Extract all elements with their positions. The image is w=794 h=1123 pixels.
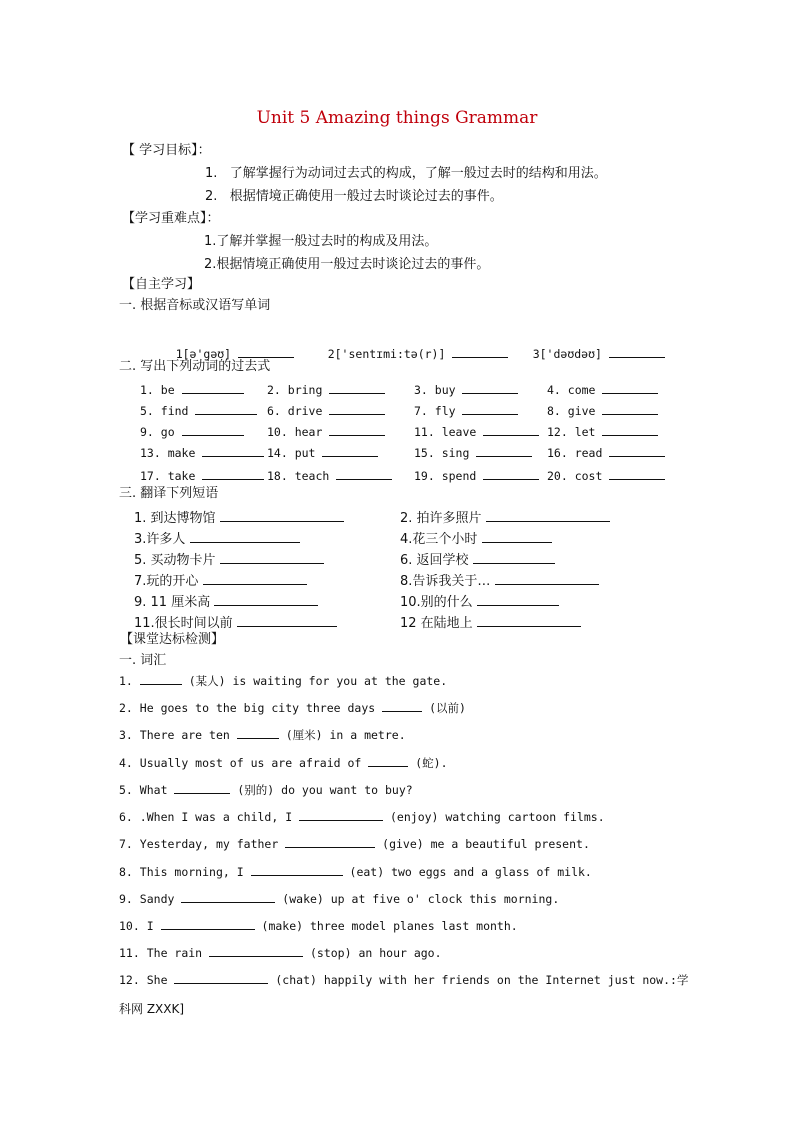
verb-text: 2. bring	[267, 383, 323, 397]
exercise-number: 9.	[119, 892, 133, 906]
answer-blank[interactable]	[174, 972, 268, 984]
exercise-number: 2.	[119, 701, 133, 715]
exercise-item	[119, 891, 559, 906]
answer-blank[interactable]	[140, 673, 182, 685]
answer-blank[interactable]	[368, 755, 408, 767]
phrase-item	[134, 549, 324, 568]
objectives-heading: 【 学习目标】：	[122, 143, 211, 158]
answer-blank[interactable]	[182, 424, 244, 436]
exercise-text: (厘米) in a metre.	[285, 728, 406, 742]
answer-blank[interactable]	[486, 510, 610, 522]
verb-item	[267, 445, 378, 460]
answer-blank[interactable]	[237, 615, 337, 627]
exercise-number: 8.	[119, 865, 133, 879]
exercise-number: 1.	[119, 674, 133, 688]
verb-item	[140, 424, 244, 439]
answer-blank[interactable]	[174, 782, 230, 794]
answer-blank[interactable]	[214, 594, 318, 606]
answer-blank[interactable]	[238, 346, 294, 358]
verb-item	[414, 468, 539, 483]
phrase-item	[134, 591, 318, 610]
phrase-item	[134, 507, 344, 526]
answer-blank[interactable]	[203, 573, 307, 585]
verb-item	[547, 403, 658, 418]
verb-item	[140, 468, 264, 483]
exercise-item	[119, 700, 466, 716]
answer-blank[interactable]	[462, 403, 518, 415]
exercise-text: This morning, I	[139, 865, 244, 879]
verb-item	[547, 382, 658, 397]
phonetic-item	[300, 330, 508, 378]
answer-blank[interactable]	[602, 403, 658, 415]
verb-text: 15. sing	[414, 446, 470, 460]
exercise-text: She	[146, 973, 168, 987]
verb-text: 18. teach	[267, 469, 330, 483]
answer-blank[interactable]	[476, 445, 532, 457]
answer-blank[interactable]	[285, 836, 375, 848]
class-check-heading: 【课堂达标检测】	[120, 632, 225, 647]
part3-heading: 三. 翻译下列短语	[119, 486, 219, 501]
verb-item	[547, 445, 665, 460]
answer-blank[interactable]	[195, 403, 257, 415]
exercise-item	[119, 918, 518, 933]
answer-blank[interactable]	[473, 552, 555, 564]
exercise-text: (蛇).	[415, 756, 448, 770]
answer-blank[interactable]	[602, 382, 658, 394]
answer-blank[interactable]	[382, 700, 422, 712]
answer-blank[interactable]	[483, 424, 539, 436]
exercise-item	[119, 836, 590, 851]
verb-text: 6. drive	[267, 404, 323, 418]
phrase-text: 5. 买动物卡片	[134, 553, 216, 568]
verb-text: 3. buy	[414, 383, 456, 397]
phonetic-item	[505, 330, 665, 378]
answer-blank[interactable]	[329, 424, 385, 436]
phrase-text: 12 在陆地上	[400, 616, 473, 631]
phrase-item	[400, 528, 552, 547]
exercise-item	[119, 945, 442, 960]
part1-heading: 一. 根据音标或汉语写单词	[119, 298, 271, 313]
verb-item	[414, 382, 518, 397]
vocab-heading: 一. 词汇	[119, 653, 167, 668]
verb-text: 13. make	[140, 446, 196, 460]
verb-text: 8. give	[547, 404, 596, 418]
answer-blank[interactable]	[329, 403, 385, 415]
phrase-item	[134, 528, 300, 547]
answer-blank[interactable]	[483, 468, 539, 480]
answer-blank[interactable]	[220, 552, 324, 564]
exercise-number: 6.	[119, 810, 133, 824]
verb-item	[267, 403, 385, 418]
exercise-text: Yesterday, my father	[139, 837, 279, 851]
answer-blank[interactable]	[202, 445, 264, 457]
verb-item	[140, 382, 244, 397]
exercise-text: (wake) up at five o' clock this morning.	[282, 892, 560, 906]
exercise-item	[119, 864, 592, 879]
exercise-text: (eat) two eggs and a glass of milk.	[349, 865, 592, 879]
answer-blank[interactable]	[609, 468, 665, 480]
objective-item: 1. 了解掌握行为动词过去式的构成，了解一般过去时的结构和用法。	[205, 166, 607, 181]
exercise-text: Usually most of us are afraid of	[139, 756, 362, 770]
verb-item	[267, 382, 385, 397]
answer-blank[interactable]	[602, 424, 658, 436]
objective-item: 2. 根据情境正确使用一般过去时谈论过去的事件。	[205, 189, 503, 204]
answer-blank[interactable]	[336, 468, 392, 480]
verb-text: 1. be	[140, 383, 175, 397]
part2-heading: 二. 写出下列动词的过去式	[119, 359, 271, 374]
exercise-text: (stop) an hour ago.	[309, 946, 442, 960]
phrase-item	[134, 612, 337, 631]
verb-text: 11. leave	[414, 425, 477, 439]
phonetic-text: 1[ə'gəʊ]	[175, 347, 232, 361]
exercise-text: (make) three model planes last month.	[261, 919, 518, 933]
exercise-text: The rain	[146, 946, 203, 960]
answer-blank[interactable]	[220, 510, 344, 522]
exercise-number: 7.	[119, 837, 133, 851]
answer-blank[interactable]	[299, 809, 383, 821]
exercise-text: (enjoy) watching cartoon films.	[390, 810, 605, 824]
exercise-text: He goes to the big city three days	[139, 701, 376, 715]
exercise-number: 3.	[119, 728, 133, 742]
phrase-text: 8.告诉我关于…	[400, 574, 491, 589]
exercise-text: .When I was a child, I	[139, 810, 293, 824]
self-study-heading: 【自主学习】	[122, 277, 201, 292]
answer-blank[interactable]	[181, 891, 275, 903]
verb-item	[140, 445, 264, 460]
exercise-number: 4.	[119, 756, 133, 770]
phrase-text: 4.花三个小时	[400, 532, 478, 547]
phrase-text: 11.很长时间以前	[134, 616, 233, 631]
answer-blank[interactable]	[462, 382, 518, 394]
phrase-item	[400, 591, 559, 610]
phrase-text: 9. 11 厘米高	[134, 595, 211, 610]
verb-item	[267, 424, 385, 439]
exercise-text: (chat) happily with her friends on the Internet just now.:学	[275, 973, 689, 987]
verb-text: 17. take	[140, 469, 196, 483]
verb-text: 16. read	[547, 446, 603, 460]
verb-text: 9. go	[140, 425, 175, 439]
exercise-item	[119, 727, 406, 743]
footer-fragment: 科网 ZXXK]	[119, 1002, 185, 1016]
exercise-text: (give) me a beautiful present.	[382, 837, 590, 851]
verb-text: 4. come	[547, 383, 596, 397]
verb-text: 5. find	[140, 404, 189, 418]
answer-blank[interactable]	[202, 468, 264, 480]
phrase-text: 10.别的什么	[400, 595, 473, 610]
verb-item	[414, 424, 539, 439]
verb-item	[547, 424, 658, 439]
answer-blank[interactable]	[161, 918, 255, 930]
exercise-item	[119, 755, 448, 771]
phrase-text: 2. 拍许多照片	[400, 511, 482, 526]
answer-blank[interactable]	[609, 445, 665, 457]
phrase-item	[400, 549, 555, 568]
answer-blank[interactable]	[452, 346, 508, 358]
exercise-text: There are ten	[139, 728, 230, 742]
phonetic-text: 2['sentɪmi:tə(r)]	[327, 347, 446, 361]
phrase-text: 1. 到达博物馆	[134, 511, 216, 526]
answer-blank[interactable]	[495, 573, 599, 585]
verb-item	[267, 468, 392, 483]
answer-blank[interactable]	[329, 382, 385, 394]
verb-item	[547, 468, 665, 483]
exercise-item	[119, 782, 413, 798]
exercise-text: (别的) do you want to buy?	[237, 783, 413, 797]
verb-text: 10. hear	[267, 425, 323, 439]
exercise-number: 12.	[119, 973, 140, 987]
answer-blank[interactable]	[251, 864, 343, 876]
exercise-text: (以前)	[429, 701, 466, 715]
verb-item	[414, 445, 532, 460]
phrase-item	[400, 612, 581, 631]
exercise-text: (某人) is waiting for you at the gate.	[188, 674, 448, 688]
key-point-item: 1.了解并掌握一般过去时的构成及用法。	[204, 234, 438, 249]
exercise-item	[119, 673, 447, 689]
verb-text: 20. cost	[547, 469, 603, 483]
answer-blank[interactable]	[209, 945, 303, 957]
phrase-text: 7.玩的开心	[134, 574, 199, 589]
exercise-text: I	[146, 919, 154, 933]
exercise-text: What	[139, 783, 168, 797]
answer-blank[interactable]	[182, 382, 244, 394]
verb-text: 19. spend	[414, 469, 477, 483]
verb-text: 7. fly	[414, 404, 456, 418]
phrase-item	[400, 507, 610, 526]
verb-text: 12. let	[547, 425, 596, 439]
exercise-number: 5.	[119, 783, 133, 797]
answer-blank[interactable]	[477, 594, 559, 606]
phrase-text: 3.许多人	[134, 532, 186, 547]
phrase-item	[400, 570, 599, 589]
verb-item	[414, 403, 518, 418]
answer-blank[interactable]	[609, 346, 665, 358]
page-title: Unit 5 Amazing things Grammar	[256, 108, 538, 128]
exercise-text: Sandy	[139, 892, 175, 906]
key-points-heading: 【学习重难点】：	[122, 211, 220, 226]
key-point-item: 2.根据情境正确使用一般过去时谈论过去的事件。	[204, 257, 490, 272]
exercise-item	[119, 809, 605, 824]
answer-blank[interactable]	[477, 615, 581, 627]
answer-blank[interactable]	[482, 531, 552, 543]
phrase-text: 6. 返回学校	[400, 553, 469, 568]
verb-text: 14. put	[267, 446, 316, 460]
exercise-number: 10.	[119, 919, 140, 933]
exercise-item	[119, 972, 688, 988]
verb-item	[140, 403, 257, 418]
phrase-item	[134, 570, 307, 589]
exercise-number: 11.	[119, 946, 140, 960]
answer-blank[interactable]	[322, 445, 378, 457]
answer-blank[interactable]	[190, 531, 300, 543]
answer-blank[interactable]	[237, 727, 279, 739]
phonetic-text: 3['dəʊdəʊ]	[532, 347, 602, 361]
